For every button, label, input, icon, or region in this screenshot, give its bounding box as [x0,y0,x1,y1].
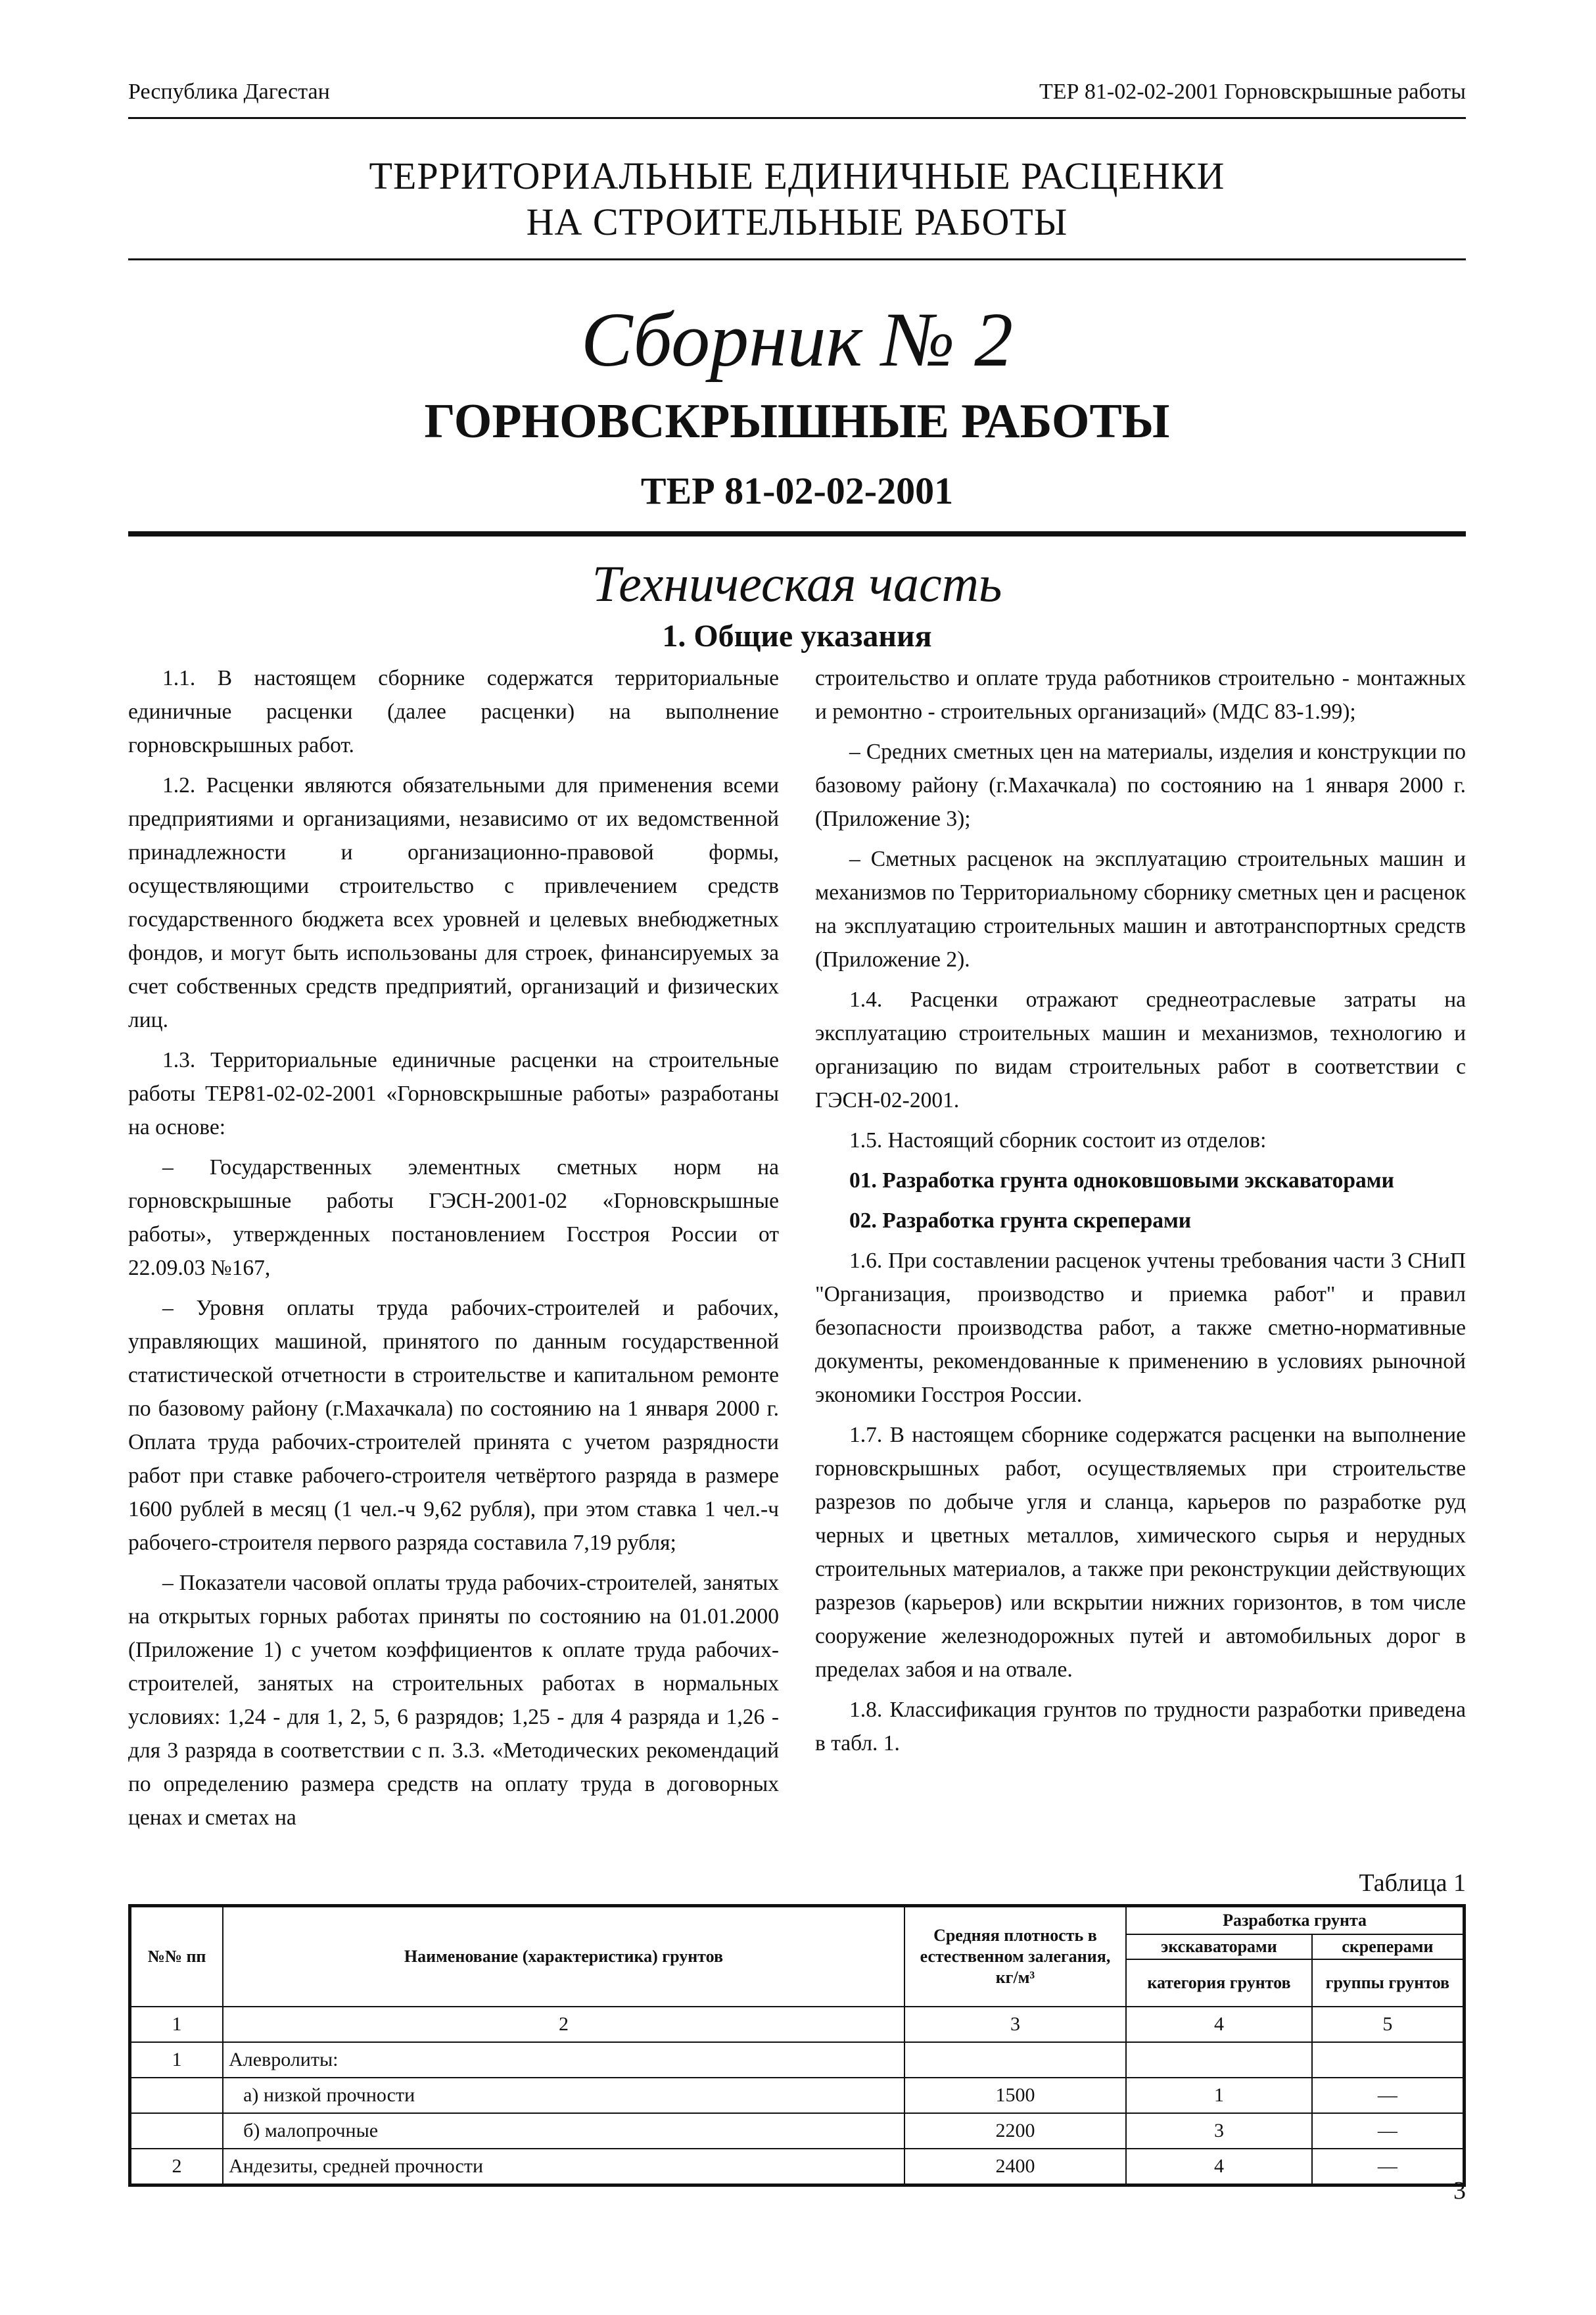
table-cell [904,2042,1126,2078]
table-cell: 4 [1126,2007,1312,2042]
table-cell: б) малопрочные [223,2113,904,2149]
header-excavators: экскаваторами [1126,1934,1312,1959]
table-cell [130,2113,223,2149]
paragraph: – Сметных расценок на эксплуатацию строительных машин и механизмов по Территориальному сборнику сметных цен и расценок на эксплуатацию строительных машин и автотранспортных средств (Приложение 2). [815,847,1466,972]
soil-classification-table [128,1904,1466,2187]
text-columns [128,661,1466,1841]
table-index-row [130,2007,1465,2042]
table-cell: — [1312,2149,1465,2185]
collection-number: Сборник № 2 [580,297,1014,383]
table-cell: 2 [223,2007,904,2042]
paragraph-bold: 02. Разработка грунта скреперами [849,1208,1192,1233]
header-name: Наименование (характеристика) грунтов [223,1906,904,2007]
paragraph: 1.8. Классификация грунтов по трудности разработки приведена в табл. 1. [815,1698,1466,1755]
table-header-row [130,1906,1465,1935]
table-cell: 2 [130,2149,223,2185]
section-heading: 1. Общие указания [662,619,932,654]
table-cell: 2200 [904,2113,1126,2149]
header-category: категория грунтов [1126,1959,1312,2007]
table-cell: а) низкой прочности [223,2078,904,2113]
collection-name: ГОРНОВСКРЫШНЫЕ РАБОТЫ [424,394,1170,448]
paragraph: – Уровня оплаты труда рабочих-строителей и рабочих, управляющих машиной, принятого по данным государственной статистической отчетности в строительстве и капитальном ремонте по базовому району (г.Махачкала) по состоянию на 1 января 2000 г. Оплата труда рабочих-строителей принята с учетом разрядности работ при ставке рабочего-строителя четвёртого разряда в размере 1600 рублей в месяц (1 чел.-ч 9,62 рубля), при этом ставка 1 чел.-ч рабочего-строителя первого разряда составила 7,19 рубля; [128,1296,779,1555]
table-cell: — [1312,2078,1465,2113]
right-column [815,661,1466,1841]
table-cell: 1 [130,2042,223,2078]
document-page [128,78,1466,2187]
running-header [128,78,1466,119]
paragraph: – Показатели часовой оплаты труда рабочих-строителей, занятых на открытых горных работах приняты по состоянию на 01.01.2000 (Приложение 1) с учетом коэффициентов к оплате труда рабочих-строителей, занятых на строительных работах в нормальных условиях: 1,24 - для 1, 2, 5, 6 разрядов; 1,25 - для 4 разряда и 1,26 - для 3 разряда в соответствии с п. 3.3. «Методических рекомендаций по определению размера средств на оплату труда в договорных ценах и сметах на [128,1571,779,1830]
header-density: Средняя плотность в естественном залегания, кг/м³ [904,1906,1126,2007]
table-cell: 2400 [904,2149,1126,2185]
table-cell: 1 [1126,2078,1312,2113]
table-cell: — [1312,2113,1465,2149]
table-cell: 4 [1126,2149,1312,2185]
paragraph: 1.6. При составлении расценок учтены требования части 3 СНиП "Организация, производство и приемка работ" и правил безопасности производства работ, а также сметно-нормативные документы, рекомендованные к применению в условиях рыночной экономики Госстроя России. [815,1249,1466,1407]
header-document-code: ТЕР 81-02-02-2001 Горновскрышные работы [1039,80,1466,104]
paragraph: строительство и оплате труда работников строительно - монтажных и ремонтно - строительных организаций» (МДС 83-1.99); [815,666,1466,724]
table-row [130,2149,1465,2185]
table-row [130,2113,1465,2149]
paragraph-bold: 01. Разработка грунта одноковшовыми экскаваторами [849,1168,1394,1193]
table-cell [1312,2042,1465,2078]
header-groups: группы грунтов [1312,1959,1465,2007]
table-row [130,2042,1465,2078]
page-number: 3 [1453,2177,1466,2205]
paragraph: 1.2. Расценки являются обязательными для применения всеми предприятиями и организациями, независимо от их ведомственной принадлежности и организационно-правовой формы, осуществляющими строительство с привлечением средств государственного бюджета всех уровней и целевых внебюджетных фондов, и могут быть использованы для строек, финансируемых за счет собственных средств предприятий, организаций и физических лиц. [128,773,779,1032]
tech-part-heading: Техническая часть [592,555,1002,612]
header-num: №№ пп [130,1906,223,2007]
header-region: Республика Дагестан [128,80,330,104]
title-line-2: НА СТРОИТЕЛЬНЫЕ РАБОТЫ [526,201,1068,243]
title-block [128,153,1466,260]
header-group: Разработка грунта [1126,1906,1464,1935]
header-scrapers: скреперами [1312,1934,1465,1959]
paragraph: – Государственных элементных сметных норм на горновскрышные работы ГЭСН-2001-02 «Горновскрышные работы», утвержденных постановлением Госстроя России от 22.09.03 №167, [128,1155,779,1280]
table-caption: Таблица 1 [1359,1869,1466,1897]
table-cell: 1 [130,2007,223,2042]
table-cell: 3 [904,2007,1126,2042]
collection-code: ТЕР 81-02-02-2001 [128,468,1466,537]
paragraph: 1.1. В настоящем сборнике содержатся территориальные единичные расценки (далее расценки) на выполнение горновскрышных работ. [128,666,779,757]
table-cell: 5 [1312,2007,1465,2042]
table-cell [1126,2042,1312,2078]
table-row [130,2078,1465,2113]
paragraph: 1.7. В настоящем сборнике содержатся расценки на выполнение горновскрышных работ, осуществляемых при строительстве разрезов по добыче угля и сланца, карьеров по разработке руд черных и цветных металлов, химического сырья и нерудных строительных материалов, а также при реконструкции действующих разрезов (карьеров) или вскрытии нижних горизонтов, в том числе сооружение железнодорожных путей и автомобильных дорог в пределах забоя и на отвале. [815,1423,1466,1682]
table-cell: Андезиты, средней прочности [223,2149,904,2185]
table-cell: 1500 [904,2078,1126,2113]
table-cell [130,2078,223,2113]
paragraph: – Средних сметных цен на материалы, изделия и конструкции по базовому району (г.Махачкала) по состоянию на 1 января 2000 г. (Приложение 3); [815,740,1466,831]
title-line-1: ТЕРРИТОРИАЛЬНЫЕ ЕДИНИЧНЫЕ РАСЦЕНКИ [369,155,1225,197]
paragraph: 1.5. Настоящий сборник состоит из отделов: [849,1128,1267,1153]
left-column [128,661,779,1841]
table-cell: Алевролиты: [223,2042,904,2078]
table-cell: 3 [1126,2113,1312,2149]
paragraph: 1.3. Территориальные единичные расценки на строительные работы ТЕР81-02-02-2001 «Горновскрышные работы» разработаны на основе: [128,1048,779,1139]
paragraph: 1.4. Расценки отражают среднеотраслевые затраты на эксплуатацию строительных машин и механизмов, технологию и организацию по видам строительных работ в соответствии с ГЭСН-02-2001. [815,988,1466,1112]
